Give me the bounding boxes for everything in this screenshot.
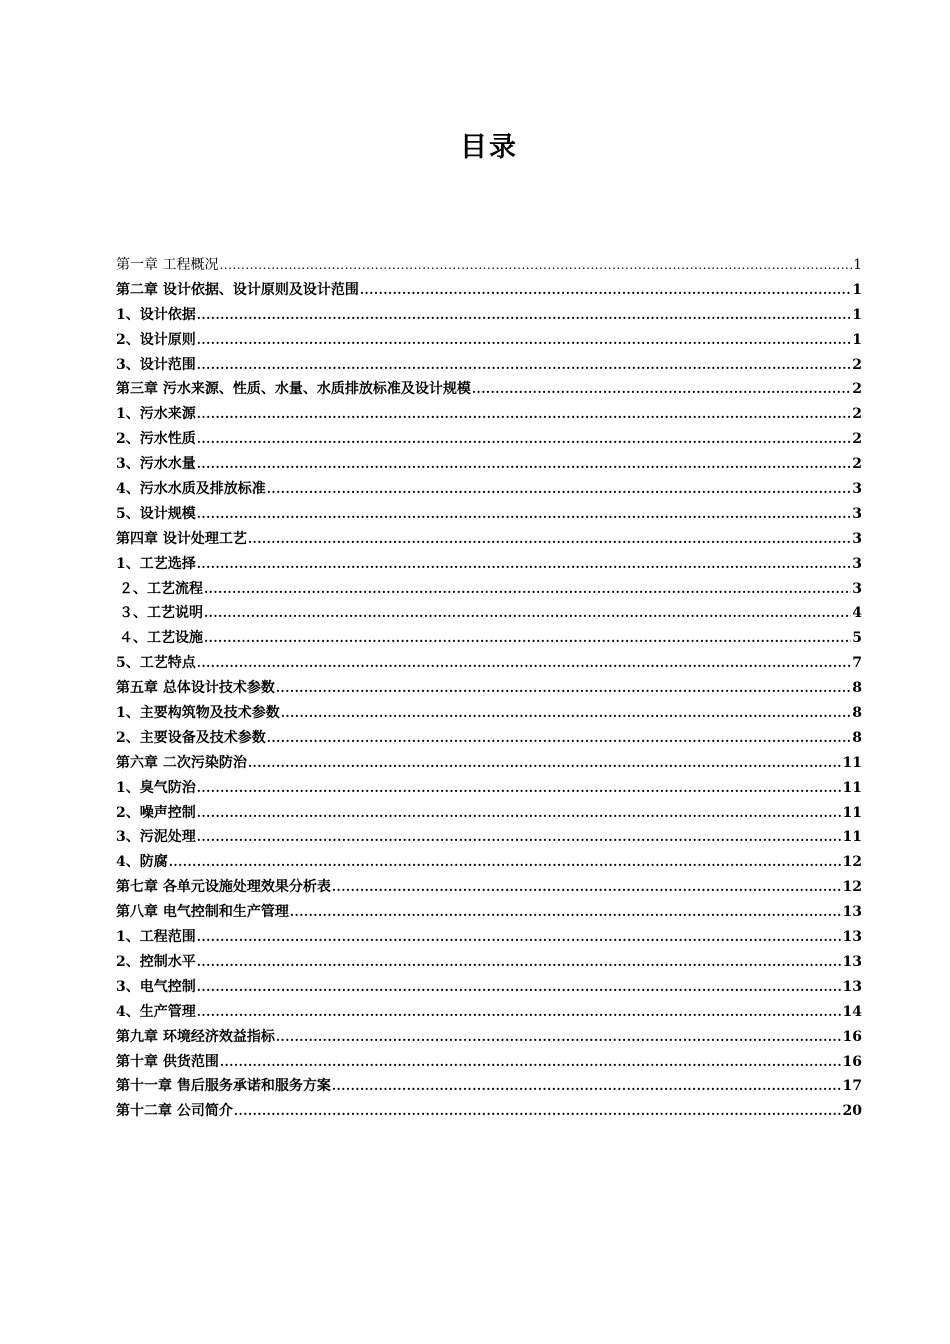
toc-entry-label: 第十一章 售后服务承诺和服务方案 xyxy=(116,1078,331,1095)
toc-entry-label: 2、设计原则 xyxy=(116,331,196,348)
toc-entry[interactable] xyxy=(116,477,862,502)
toc-entry[interactable] xyxy=(116,900,862,925)
toc-page-number: 20 xyxy=(842,1103,862,1120)
toc-page-number: 17 xyxy=(842,1078,862,1095)
toc-dot-leader xyxy=(248,527,851,552)
toc-dot-leader xyxy=(197,825,842,850)
toc-entry-label: 第五章 总体设计技术参数 xyxy=(116,680,275,697)
toc-entry[interactable] xyxy=(116,875,862,900)
toc-entry-label: 第四章 设计处理工艺 xyxy=(116,530,247,547)
toc-page-number: 8 xyxy=(852,680,862,697)
toc-entry[interactable] xyxy=(116,601,862,626)
toc-dot-leader xyxy=(197,427,852,452)
toc-entry-label: 3、设计范围 xyxy=(116,356,196,373)
toc-entry[interactable] xyxy=(116,527,862,552)
toc-dot-leader xyxy=(197,328,852,353)
toc-dot-leader xyxy=(197,801,842,826)
toc-entry-label: 2、噪声控制 xyxy=(116,804,196,821)
toc-dot-leader xyxy=(169,850,842,875)
toc-dot-leader xyxy=(234,1099,842,1124)
toc-entry[interactable] xyxy=(116,377,862,402)
toc-dot-leader xyxy=(197,452,852,477)
toc-entry[interactable] xyxy=(116,801,862,826)
toc-dot-leader xyxy=(204,601,851,626)
toc-entry-label: 1、臭气防治 xyxy=(116,779,196,796)
toc-dot-leader xyxy=(197,552,852,577)
toc-entry-label: 5、设计规模 xyxy=(116,505,196,522)
toc-page-number: 3 xyxy=(852,505,862,522)
toc-dot-leader xyxy=(332,1074,842,1099)
toc-title: 目录 xyxy=(460,132,518,163)
toc-dot-leader xyxy=(267,477,852,502)
toc-page-number: 2 xyxy=(852,406,862,423)
toc-entry[interactable] xyxy=(116,701,862,726)
toc-entry-label: 1、污水来源 xyxy=(116,406,196,423)
toc-dot-leader xyxy=(197,651,852,676)
toc-entry-label: 第八章 电气控制和生产管理 xyxy=(116,904,289,921)
toc-entry-label: 3、电气控制 xyxy=(116,978,196,995)
toc-entry-label: ３、工艺说明 xyxy=(119,605,203,622)
toc-dot-leader xyxy=(219,253,852,278)
toc-page-number: 12 xyxy=(842,879,862,896)
toc-page-number: 2 xyxy=(852,456,862,473)
toc-entry[interactable] xyxy=(116,328,862,353)
toc-entry[interactable] xyxy=(116,577,862,602)
toc-entry-label: 2、主要设备及技术参数 xyxy=(116,729,266,746)
toc-entry[interactable] xyxy=(116,502,862,527)
toc-page-number: 5 xyxy=(852,630,862,647)
toc-page-number: 2 xyxy=(852,431,862,448)
toc-entry-label: 第六章 二次污染防治 xyxy=(116,754,247,771)
toc-dot-leader xyxy=(472,377,851,402)
toc-entry[interactable] xyxy=(116,253,862,278)
toc-entry[interactable] xyxy=(116,552,862,577)
toc-entry-label: 2、污水性质 xyxy=(116,431,196,448)
toc-page-number: 2 xyxy=(852,381,862,398)
toc-entry[interactable] xyxy=(116,676,862,701)
toc-entry[interactable] xyxy=(116,427,862,452)
toc-page-number: 12 xyxy=(842,854,862,871)
toc-entry[interactable] xyxy=(116,353,862,378)
toc-entry[interactable] xyxy=(116,1025,862,1050)
toc-dot-leader xyxy=(197,776,842,801)
toc-entry[interactable] xyxy=(116,303,862,328)
toc-dot-leader xyxy=(204,577,851,602)
toc-entry-label: 第二章 设计依据、设计原则及设计范围 xyxy=(116,281,359,298)
toc-entry-label: 4、生产管理 xyxy=(116,1003,196,1020)
toc-entry-label: 第十章 供货范围 xyxy=(116,1053,219,1070)
toc-entry[interactable] xyxy=(116,1099,862,1124)
toc-entry-label: 4、污水水质及排放标准 xyxy=(116,481,266,498)
toc-dot-leader xyxy=(276,1025,842,1050)
toc-entry[interactable] xyxy=(116,751,862,776)
toc-entry[interactable] xyxy=(116,825,862,850)
toc-page-number: 13 xyxy=(842,929,862,946)
toc-entry-label: 第三章 污水来源、性质、水量、水质排放标准及设计规模 xyxy=(116,381,471,398)
toc-page-number: 7 xyxy=(852,655,862,672)
toc-dot-leader xyxy=(290,900,842,925)
toc-entry-label: 1、主要构筑物及技术参数 xyxy=(116,705,280,722)
table-of-contents xyxy=(116,253,862,1124)
toc-entry[interactable] xyxy=(116,626,862,651)
toc-entry-label: 5、工艺特点 xyxy=(116,655,196,672)
toc-dot-leader xyxy=(197,950,842,975)
toc-entry-label: 4、防腐 xyxy=(116,854,168,871)
toc-entry-label: 1、工艺选择 xyxy=(116,555,196,572)
toc-dot-leader xyxy=(197,402,852,427)
toc-dot-leader xyxy=(220,1050,842,1075)
toc-entry[interactable] xyxy=(116,950,862,975)
toc-page-number: 4 xyxy=(852,605,862,622)
toc-entry-label: 第七章 各单元设施处理效果分析表 xyxy=(116,879,331,896)
toc-page-number: 1 xyxy=(853,257,862,273)
toc-dot-leader xyxy=(204,626,851,651)
toc-dot-leader xyxy=(197,303,852,328)
toc-page-number: 16 xyxy=(842,1028,862,1045)
toc-dot-leader xyxy=(197,1000,842,1025)
toc-entry-label: 第一章 工程概况 xyxy=(116,257,219,273)
toc-page-number: 13 xyxy=(842,904,862,921)
toc-dot-leader xyxy=(332,875,842,900)
toc-dot-leader xyxy=(281,701,852,726)
toc-entry-label: ４、工艺设施 xyxy=(119,630,203,647)
toc-page-number: 13 xyxy=(842,953,862,970)
toc-dot-leader xyxy=(360,278,851,303)
toc-entry-label: 3、污泥处理 xyxy=(116,829,196,846)
toc-page-number: 14 xyxy=(842,1003,862,1020)
toc-entry-label: 1、设计依据 xyxy=(116,306,196,323)
toc-entry[interactable] xyxy=(116,776,862,801)
toc-page-number: 11 xyxy=(842,779,862,796)
toc-entry-label: 第十二章 公司简介 xyxy=(116,1103,233,1120)
toc-page-number: 1 xyxy=(852,331,862,348)
toc-entry[interactable] xyxy=(116,1000,862,1025)
toc-entry[interactable] xyxy=(116,402,862,427)
toc-dot-leader xyxy=(197,975,842,1000)
toc-page-number: 8 xyxy=(852,729,862,746)
toc-entry-label: 1、工程范围 xyxy=(116,929,196,946)
toc-page-number: 11 xyxy=(842,754,862,771)
toc-page-number: 1 xyxy=(852,306,862,323)
toc-entry[interactable] xyxy=(116,850,862,875)
toc-page-number: 3 xyxy=(852,481,862,498)
toc-page-number: 13 xyxy=(842,978,862,995)
toc-page-number: 16 xyxy=(842,1053,862,1070)
toc-page-number: 11 xyxy=(842,804,862,821)
toc-page-number: 3 xyxy=(852,555,862,572)
toc-entry-label: 2、控制水平 xyxy=(116,953,196,970)
toc-entry[interactable] xyxy=(116,726,862,751)
toc-entry[interactable] xyxy=(116,1074,862,1099)
toc-dot-leader xyxy=(197,925,842,950)
toc-dot-leader xyxy=(267,726,852,751)
toc-page-number: 3 xyxy=(852,580,862,597)
toc-entry[interactable] xyxy=(116,1050,862,1075)
toc-entry[interactable] xyxy=(116,278,862,303)
toc-entry[interactable] xyxy=(116,975,862,1000)
toc-page-number: 11 xyxy=(842,829,862,846)
toc-page-number: 8 xyxy=(852,705,862,722)
toc-entry[interactable] xyxy=(116,925,862,950)
toc-page-number: 3 xyxy=(852,530,862,547)
toc-dot-leader xyxy=(197,502,852,527)
toc-entry-label: ２、工艺流程 xyxy=(119,580,203,597)
toc-entry-label: 第九章 环境经济效益指标 xyxy=(116,1028,275,1045)
toc-entry[interactable] xyxy=(116,452,862,477)
toc-dot-leader xyxy=(197,353,852,378)
toc-page-number: 2 xyxy=(852,356,862,373)
toc-dot-leader xyxy=(248,751,842,776)
toc-dot-leader xyxy=(276,676,851,701)
toc-entry[interactable] xyxy=(116,651,862,676)
toc-page-number: 1 xyxy=(852,281,862,298)
toc-entry-label: 3、污水水量 xyxy=(116,456,196,473)
